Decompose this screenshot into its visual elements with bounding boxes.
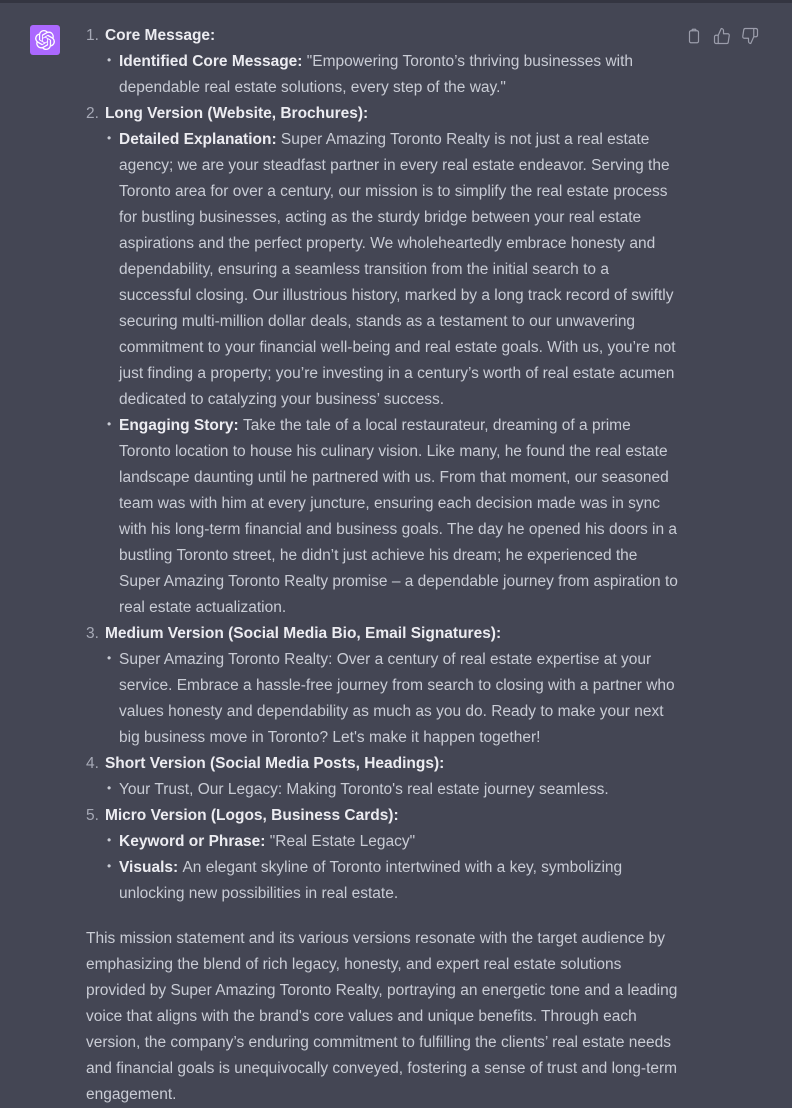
assistant-message-row: [0, 3, 792, 1108]
bullet-text: "Empowering Toronto’s thriving businesses with dependable real estate solutions, every step of the way.": [119, 53, 634, 96]
bullet-marker-icon: •: [107, 131, 112, 145]
message-actions: [685, 27, 759, 45]
list-item: [86, 23, 682, 101]
bullet-item: [107, 413, 682, 621]
bullet-marker-icon: •: [107, 53, 112, 67]
list-item-number: 5.: [86, 807, 99, 824]
bullet-text: Take the tale of a local restaurateur, dreaming of a prime Toronto location to house his culinary vision. Like many, he found the real estate landscape daunting until he partnered with us. From that moment, our seasoned team was with him at every juncture, ensuring each decision made was in sync with his long-term financial and business goals. The day he opened his doors in a bustling Toronto street, he didn’t just achieve his dream; he experienced the Super Amazing Toronto Realty promise – a dependable journey from aspiration to real estate actualization.: [119, 417, 678, 616]
clipboard-icon: [685, 27, 703, 45]
bullet-item: [107, 127, 682, 413]
bullet-bold-label: Engaging Story:: [119, 417, 243, 434]
list-item-title: Medium Version (Social Media Bio, Email Signatures):: [104, 625, 502, 642]
list-item-title: Core Message:: [104, 27, 216, 44]
list-item: [86, 751, 682, 803]
bullet-list: [86, 777, 682, 803]
list-item-number: 2.: [86, 105, 99, 122]
list-item: [86, 803, 682, 907]
list-item: [86, 621, 682, 751]
bullet-marker-icon: •: [107, 781, 112, 795]
bullet-bold-label: Visuals:: [119, 859, 183, 876]
bullet-text: Super Amazing Toronto Realty is not just a real estate agency; we are your steadfast partner in every real estate endeavor. Serving the Toronto area for over a century, our mission is to simplify the real estate process for bustling businesses, acting as the sturdy bridge between your real estate aspirations and the perfect property. We wholeheartedly embrace honesty and dependability, ensuring a seamless transition from the initial search to a successful closing. Our illustrious history, marked by a long track record of swiftly securing multi-million dollar deals, stands as a testament to our unwavering commitment to your financial well-being and real estate goals. With us, you’re not just finding a property; you’re investing in a century’s worth of real estate acumen dedicated to catalyzing your business’ success.: [119, 131, 676, 408]
bullet-bold-label: Detailed Explanation:: [119, 131, 281, 148]
bullet-list: [86, 49, 682, 101]
thumbs-up-button[interactable]: [713, 27, 731, 45]
list-item-title: Micro Version (Logos, Business Cards):: [104, 807, 399, 824]
bullet-item: [107, 777, 682, 803]
bullet-marker-icon: •: [107, 859, 112, 873]
bullet-text: Your Trust, Our Legacy: Making Toronto's real estate journey seamless.: [119, 781, 609, 798]
list-item-number: 1.: [86, 27, 99, 44]
bullet-list: [86, 647, 682, 751]
bullet-list: [86, 127, 682, 621]
bullet-text: Super Amazing Toronto Realty: Over a century of real estate expertise at your service. Embrace a hassle-free journey from search to closing with a partner who values honesty and dependability as much as you do. Ready to make your next big business move in Toronto? Let's make it happen together!: [119, 651, 675, 746]
bullet-item: [107, 855, 682, 907]
bullet-bold-label: Keyword or Phrase:: [119, 833, 270, 850]
thumbs-down-button[interactable]: [741, 27, 759, 45]
closing-paragraph: This mission statement and its various versions resonate with the target audience by emphasizing the blend of rich legacy, honesty, and expert real estate solutions provided by Super Amazing Toronto Realty, portraying an energetic tone and a leading voice that aligns with the brand's core values and unique benefits. Through each version, the company’s enduring commitment to fulfilling the clients’ real estate needs and financial goals is unequivocally conveyed, fostering a sense of trust and long-term engagement.: [86, 930, 678, 1103]
message-content: [86, 23, 682, 1108]
bullet-text: An elegant skyline of Toronto intertwined with a key, symbolizing unlocking new possibilities in real estate.: [119, 859, 623, 902]
bullet-item: [107, 829, 682, 855]
bullet-list: [86, 829, 682, 907]
list-item-number: 3.: [86, 625, 99, 642]
bullet-item: [107, 49, 682, 101]
bullet-marker-icon: •: [107, 833, 112, 847]
bullet-item: [107, 647, 682, 751]
thumbs-up-icon: [713, 27, 731, 45]
list-item-number: 4.: [86, 755, 99, 772]
list-item: [86, 101, 682, 621]
assistant-avatar: [30, 25, 60, 55]
thumbs-down-icon: [741, 27, 759, 45]
copy-button[interactable]: [685, 27, 703, 45]
list-item-title: Short Version (Social Media Posts, Headings):: [104, 755, 445, 772]
numbered-list: [86, 23, 682, 907]
list-item-title: Long Version (Website, Brochures):: [104, 105, 369, 122]
bullet-text: "Real Estate Legacy": [269, 833, 416, 850]
bullet-marker-icon: •: [107, 651, 112, 665]
openai-logo-icon: [35, 30, 55, 50]
bullet-marker-icon: •: [107, 417, 112, 431]
bullet-bold-label: Identified Core Message:: [119, 53, 307, 70]
